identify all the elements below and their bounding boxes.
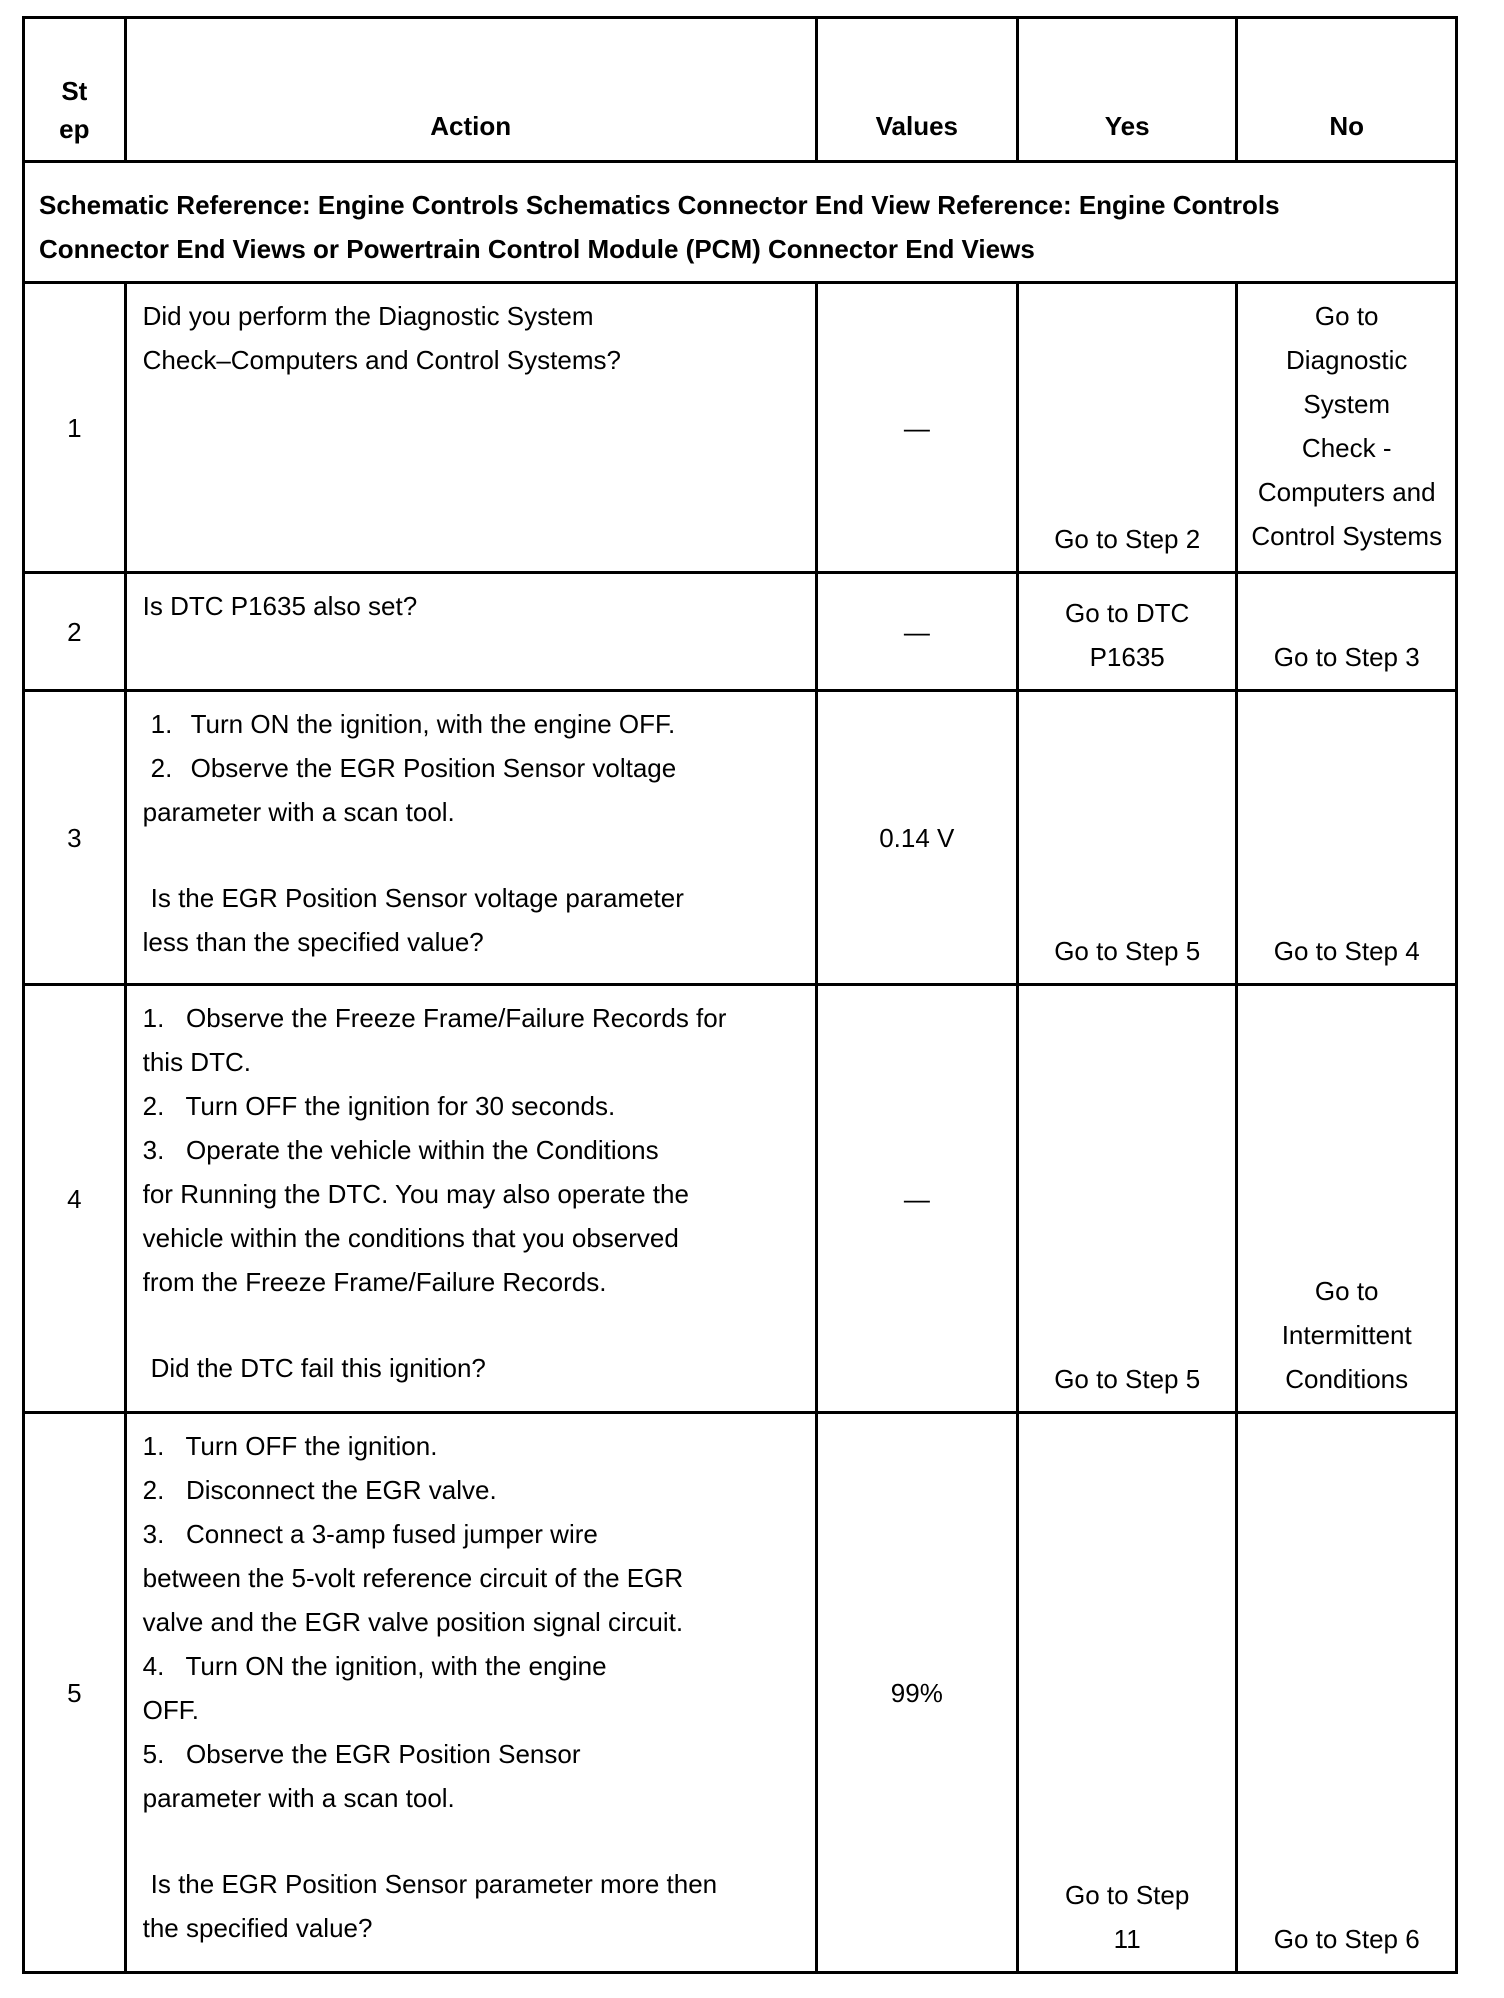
action-line: parameter with a scan tool.: [142, 1783, 455, 1813]
question-line: less than the specified value?: [142, 927, 484, 957]
step-number: 1: [24, 283, 126, 573]
schematic-reference: [24, 162, 1457, 283]
step-row-2: [24, 573, 1457, 691]
action-line: 3. Connect a 3-amp fused jumper wire: [142, 1519, 598, 1549]
action-line: Did you perform the Diagnostic System: [142, 301, 594, 331]
step-number: 3: [24, 691, 126, 985]
reference-row: [24, 162, 1457, 283]
header-action: Action: [125, 18, 816, 162]
step-number: 2: [24, 573, 126, 691]
question-line: the specified value?: [142, 1913, 373, 1943]
action-line: vehicle within the conditions that you observed: [142, 1223, 679, 1253]
yes-cell: Go to Step 5: [1017, 691, 1237, 985]
action-line: 2. Disconnect the EGR valve.: [142, 1475, 497, 1505]
action-line: Check–Computers and Control Systems?: [142, 345, 621, 375]
value-cell: —: [816, 573, 1017, 691]
action-cell: [125, 1413, 816, 1973]
yes-cell: Go to Step 5: [1017, 985, 1237, 1413]
no-cell: Go to Step 4: [1237, 691, 1457, 985]
header-step-line2: ep: [59, 114, 90, 144]
action-cell: [125, 573, 816, 691]
item-text: Observe the EGR Position Sensor voltage: [190, 753, 677, 783]
yes-cell: [1017, 573, 1237, 691]
action-line: 4. Turn ON the ignition, with the engine: [142, 1651, 607, 1681]
yes-cell: [1017, 1413, 1237, 1973]
item-text: Turn ON the ignition, with the engine OFF.: [190, 709, 676, 739]
header-yes: Yes: [1017, 18, 1237, 162]
action-line: 1. Turn OFF the ignition.: [142, 1431, 438, 1461]
action-item: [143, 702, 801, 746]
action-line: between the 5-volt reference circuit of the EGR: [142, 1563, 684, 1593]
no-cell: [1237, 283, 1457, 573]
item-number: 2.: [150, 753, 173, 783]
no-line: System: [1303, 389, 1391, 419]
no-line: Intermittent: [1281, 1320, 1412, 1350]
no-cell: [1237, 985, 1457, 1413]
action-line: for Running the DTC. You may also operate the: [142, 1179, 689, 1209]
no-cell: Go to Step 3: [1237, 573, 1457, 691]
yes-line: P1635: [1089, 642, 1165, 672]
header-step-line1: St: [61, 76, 88, 106]
yes-line: 11: [1113, 1924, 1141, 1954]
step-row-5: [24, 1413, 1457, 1973]
action-line: 1. Observe the Freeze Frame/Failure Records for: [142, 1003, 727, 1033]
action-line: valve and the EGR valve position signal circuit.: [142, 1607, 684, 1637]
action-cell: [125, 985, 816, 1413]
value-cell: —: [816, 985, 1017, 1413]
step-row-3: [24, 691, 1457, 985]
yes-line: Go to Step: [1065, 1880, 1190, 1910]
no-line: Diagnostic: [1286, 345, 1408, 375]
action-item: [143, 746, 801, 790]
question-line: Is the EGR Position Sensor parameter more then: [150, 1869, 718, 1899]
action-line: from the Freeze Frame/Failure Records.: [142, 1267, 607, 1297]
reference-line-2: Connector End Views or Powertrain Control Module (PCM) Connector End Views: [39, 234, 1035, 264]
header-no: No: [1237, 18, 1457, 162]
step-number: 4: [24, 985, 126, 1413]
action-line: 5. Observe the EGR Position Sensor: [142, 1739, 581, 1769]
question-line: Did the DTC fail this ignition?: [150, 1353, 486, 1383]
action-line: Is DTC P1635 also set?: [142, 591, 418, 621]
header-row: [24, 18, 1457, 162]
header-step-full: [0, 0, 1, 1]
header-values: Values: [816, 18, 1017, 162]
no-cell: Go to Step 6: [1237, 1413, 1457, 1973]
action-cell: [125, 691, 816, 985]
value-cell: —: [816, 283, 1017, 573]
action-line: 3. Operate the vehicle within the Conditions: [142, 1135, 659, 1165]
no-line: Go to: [1314, 301, 1379, 331]
action-line: OFF.: [142, 1695, 199, 1725]
no-line: Conditions: [1285, 1364, 1409, 1394]
reference-line-1: Schematic Reference: Engine Controls Schematics Connector End View Reference: Engine Controls: [39, 190, 1280, 220]
no-line: Control Systems: [1251, 521, 1443, 551]
yes-line: Go to DTC: [1065, 598, 1190, 628]
step-number: 5: [24, 1413, 126, 1973]
question-line: Is the EGR Position Sensor voltage parameter: [150, 883, 684, 913]
step-row-1: [24, 283, 1457, 573]
no-line: Computers and: [1257, 477, 1436, 507]
value-cell: 0.14 V: [816, 691, 1017, 985]
action-line: this DTC.: [142, 1047, 251, 1077]
no-line: Check -: [1301, 433, 1392, 463]
action-line: 2. Turn OFF the ignition for 30 seconds.: [142, 1091, 616, 1121]
no-line: Go to: [1314, 1276, 1379, 1306]
item-number: 1.: [150, 709, 173, 739]
action-cell: [125, 283, 816, 573]
diagnostic-table: [22, 16, 1458, 1974]
step-row-4: [24, 985, 1457, 1413]
yes-cell: Go to Step 2: [1017, 283, 1237, 573]
header-step: [24, 18, 126, 162]
value-cell: 99%: [816, 1413, 1017, 1973]
action-line: parameter with a scan tool.: [142, 797, 455, 827]
